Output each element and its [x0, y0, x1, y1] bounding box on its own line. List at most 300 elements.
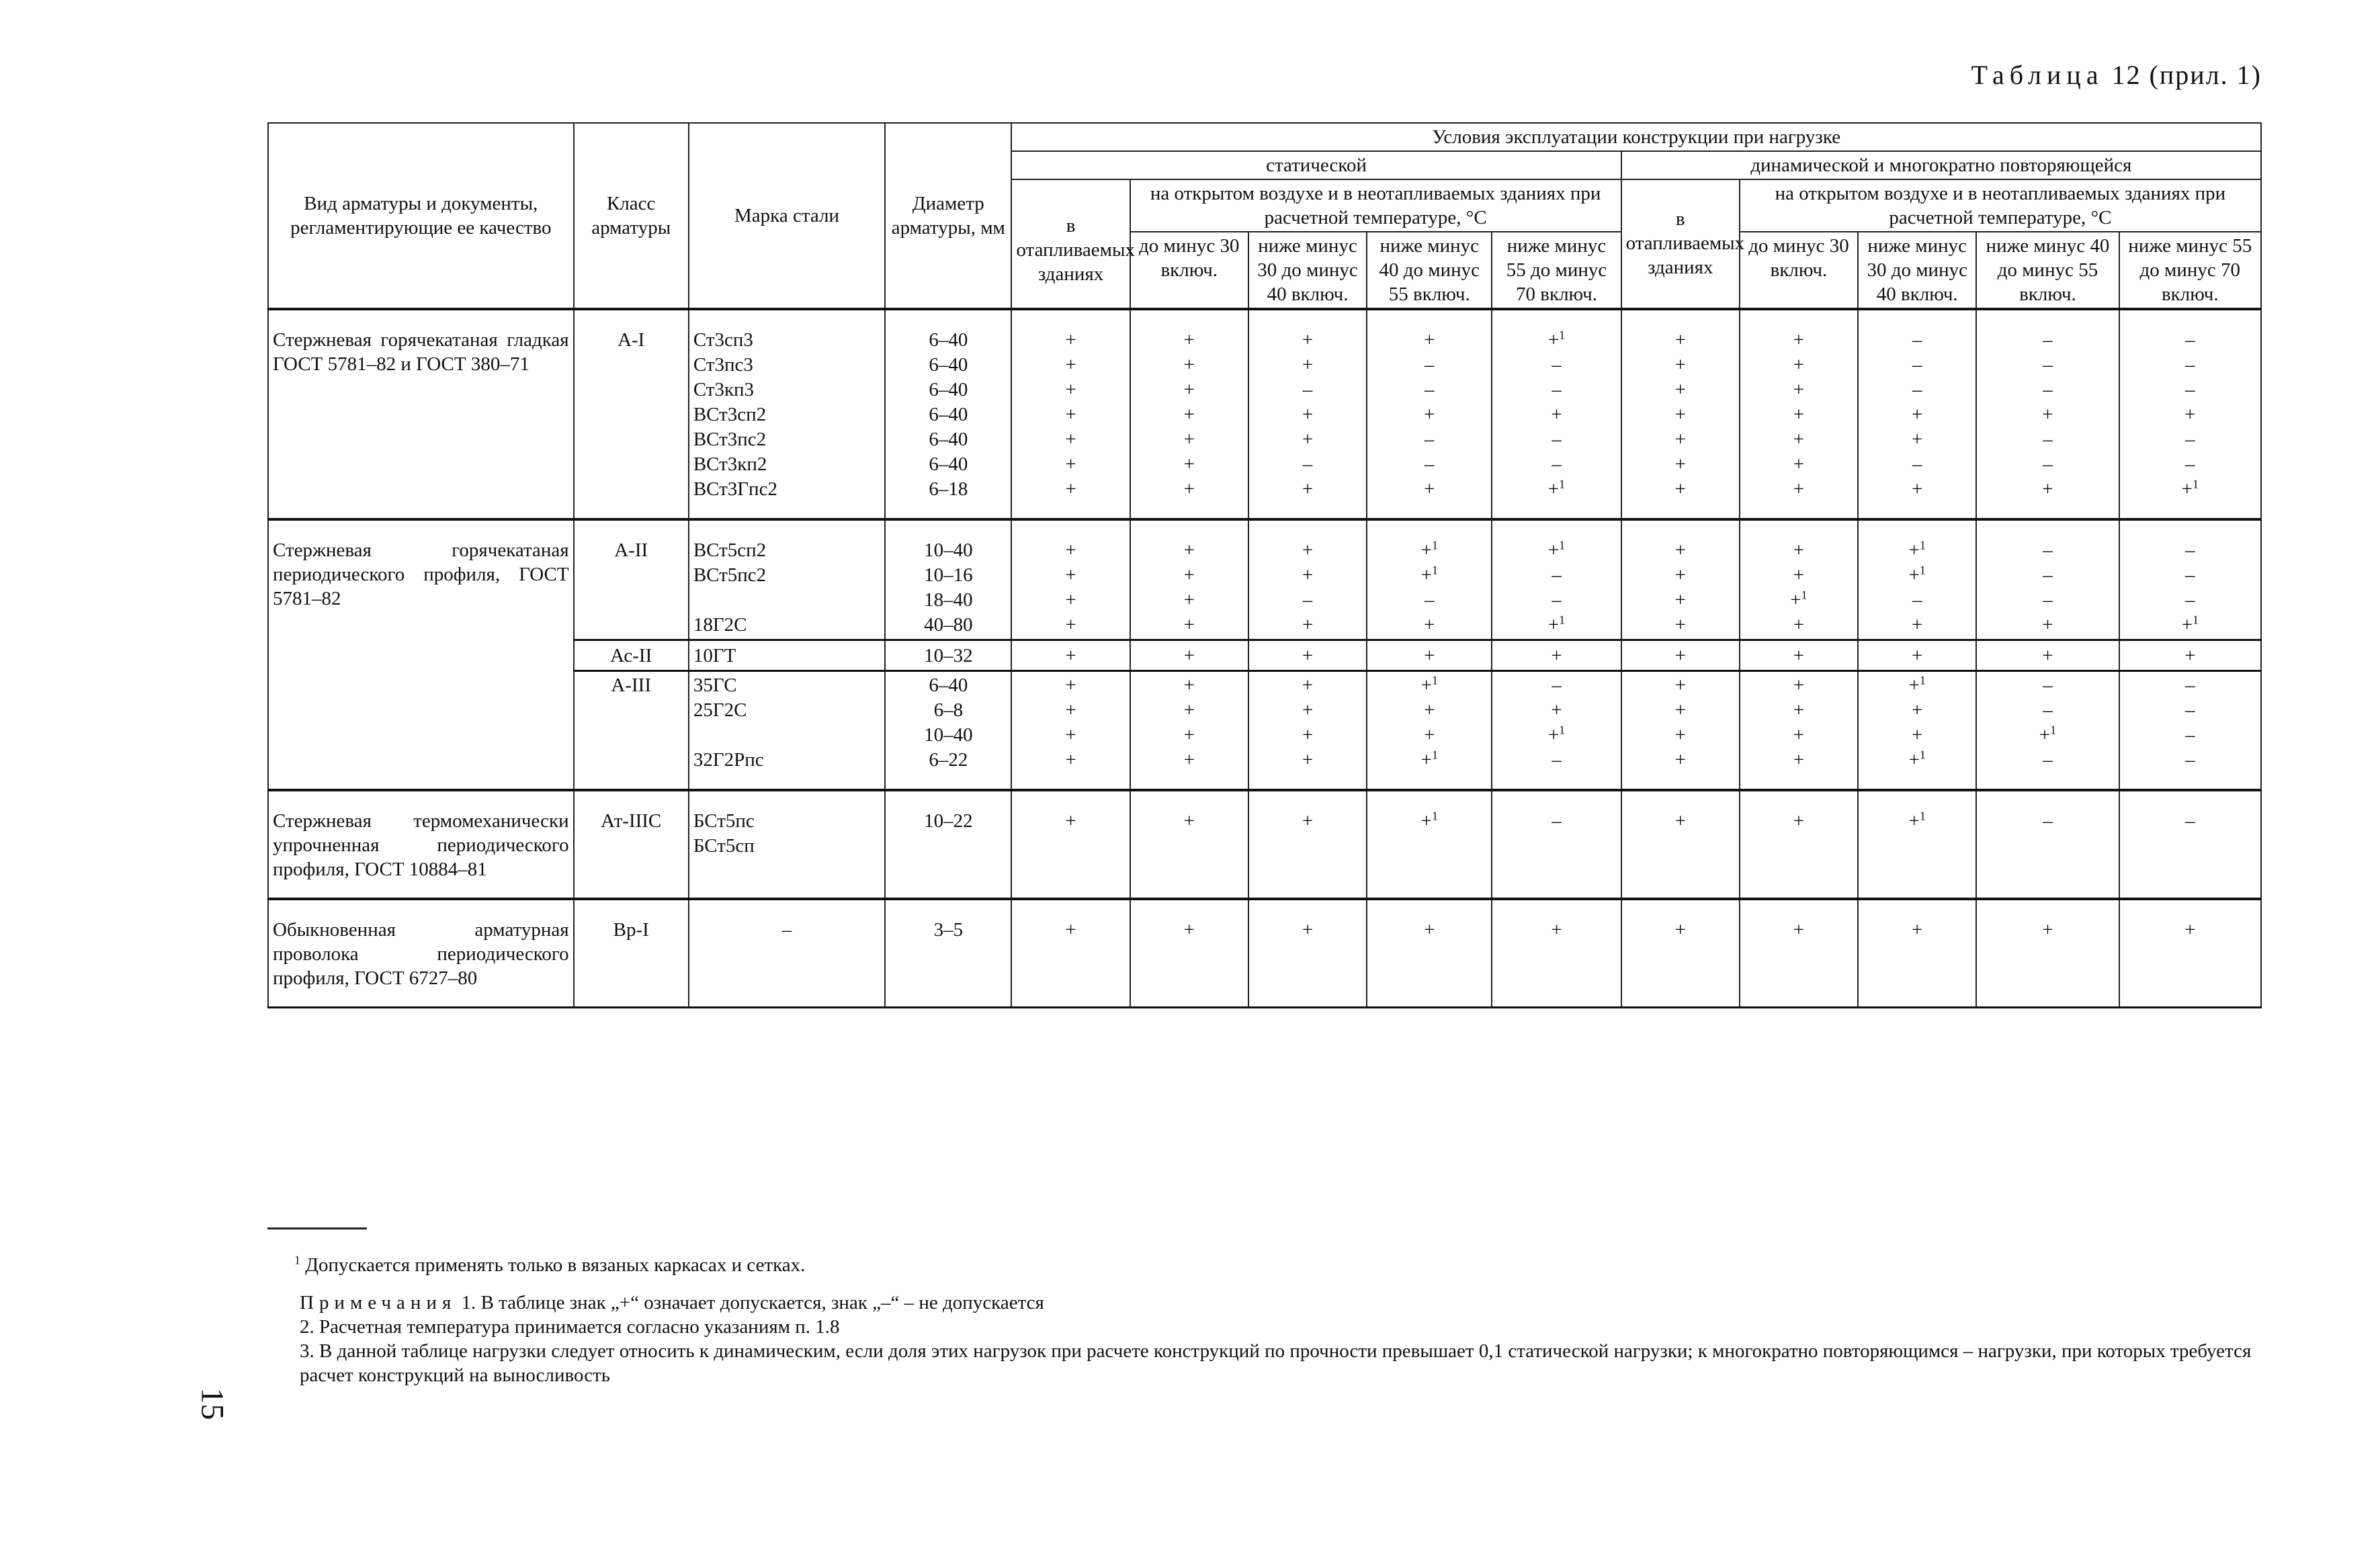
cell-value	[890, 748, 1007, 773]
cell-text: 6–18	[929, 478, 968, 500]
header-dynamic-t2: ниже минус 30 до минус 40 включ.	[1858, 232, 1976, 309]
cell-text: –	[2185, 699, 2195, 721]
cell-text: –	[781, 919, 792, 941]
cell-text: +	[1793, 429, 1805, 450]
cell-value	[1253, 427, 1362, 452]
cell-value	[1981, 809, 2114, 834]
group-a1	[268, 309, 2261, 519]
header-static: статической	[1011, 151, 1621, 179]
cell-value	[890, 427, 1007, 452]
steel-list	[689, 671, 885, 791]
cell-text: +	[1674, 614, 1686, 636]
cell-text: –	[2043, 354, 2053, 376]
cell-text: +	[1793, 404, 1805, 425]
cell-text: +	[1302, 404, 1314, 425]
cell-value	[1496, 378, 1616, 402]
cell-text: +	[1424, 614, 1435, 636]
cell-value	[1016, 698, 1125, 723]
cell-text: +	[2184, 919, 2196, 941]
cell-value	[1981, 918, 2114, 943]
cell-text: +	[1302, 564, 1314, 586]
cell-value	[1016, 452, 1125, 477]
cell-text: –	[1912, 453, 1922, 475]
cell-value	[1626, 918, 1735, 943]
cell-text: +	[1793, 478, 1805, 500]
cell-text: +	[1547, 329, 1560, 351]
cell-value	[1981, 477, 2114, 502]
cell-value	[2124, 918, 2256, 943]
cell-text: –	[1552, 453, 1562, 475]
cell-value	[2124, 353, 2256, 378]
cell-value	[890, 809, 1007, 834]
cell-text: +	[1674, 404, 1686, 425]
cell-value	[1253, 452, 1362, 477]
cell-text: +	[1183, 478, 1195, 500]
cell-value	[2124, 402, 2256, 427]
cell-value	[890, 328, 1007, 353]
cell-value	[1135, 452, 1244, 477]
cell-value	[1626, 378, 1735, 402]
cell-text: –	[2185, 379, 2195, 400]
cell-value	[1253, 613, 1362, 638]
cell-text: +	[1912, 919, 1923, 941]
mark-list	[1621, 899, 1740, 1008]
cell-value	[2124, 748, 2256, 773]
class-cell: А-I	[574, 309, 689, 519]
cell-text: +	[1547, 614, 1560, 636]
cell-value	[1016, 673, 1125, 698]
cell-value	[693, 673, 880, 698]
cell-value	[1016, 378, 1125, 402]
cell-text: 6–40	[929, 675, 968, 696]
cell-text: +	[1793, 675, 1805, 696]
cell-value	[1496, 809, 1616, 834]
cell-text: +	[1420, 564, 1432, 586]
mark-list	[1011, 671, 1130, 791]
cell-text: +	[1793, 379, 1805, 400]
table-row	[268, 899, 2261, 1008]
cell-text: +	[1912, 429, 1923, 450]
cell-text: +	[1065, 749, 1076, 771]
cell-value	[1253, 353, 1362, 378]
footnote-marker: 1	[1431, 563, 1438, 577]
cell-value	[1135, 613, 1244, 638]
cell-text: +	[1424, 329, 1435, 351]
cell-value	[1135, 353, 1244, 378]
cell-value	[890, 698, 1007, 723]
cell-text: –	[1425, 453, 1435, 475]
cell-text: –	[2185, 329, 2195, 351]
header-static-t4: ниже минус 55 до минус 70 включ.	[1492, 232, 1621, 309]
cell-text: +	[1674, 749, 1686, 771]
mark-list	[1976, 519, 2119, 640]
cell-value	[693, 613, 880, 638]
cell-text: 10–40	[924, 539, 973, 561]
cell-text: +	[1547, 478, 1560, 500]
cell-value	[1744, 477, 1853, 502]
cell-text: +	[1793, 614, 1805, 636]
cell-text: +	[1908, 675, 1920, 696]
cell-text: +	[1674, 539, 1686, 561]
cell-value	[1863, 918, 1971, 943]
cell-text: +	[1183, 329, 1195, 351]
cell-text: +	[1183, 724, 1195, 746]
mark-list	[1858, 309, 1976, 519]
note-2: 2. Расчетная температура принимается согласно указаниям п. 1.8	[300, 1316, 840, 1338]
footnote-marker: 1	[294, 1253, 300, 1267]
cell-text: +	[1424, 919, 1435, 941]
cell-value	[1135, 673, 1244, 698]
cell-text: +	[1547, 724, 1560, 746]
mark-list	[1621, 790, 1740, 899]
cell-text: 18–40	[924, 589, 973, 611]
cell-value	[1253, 748, 1362, 773]
cell-text: –	[2043, 329, 2053, 351]
cell-text: –	[2043, 810, 2053, 832]
cell-value	[1496, 328, 1616, 353]
cell-value	[890, 353, 1007, 378]
cell-text: –	[1552, 354, 1562, 376]
cell-text: –	[1552, 564, 1562, 586]
cell-text: +	[2181, 478, 2193, 500]
mark-list	[1492, 899, 1621, 1008]
cell-text: +	[1065, 724, 1076, 746]
table-caption-word: Таблица	[1971, 60, 2104, 90]
mark-list	[1976, 309, 2119, 519]
cell-text: +	[1065, 379, 1076, 400]
cell-text: +	[1302, 429, 1314, 450]
cell-text: –	[1552, 379, 1562, 400]
cell-text: ВСт3сп2	[693, 404, 767, 425]
cell-value	[1626, 328, 1735, 353]
cell-text: +	[2042, 919, 2053, 941]
mark-list	[1130, 640, 1248, 671]
cell-text: +	[1420, 810, 1432, 832]
cell-text: –	[1302, 379, 1313, 400]
cell-value	[1371, 723, 1487, 748]
cell-value	[1135, 328, 1244, 353]
mark-list	[1858, 790, 1976, 899]
cell-text: –	[1912, 329, 1922, 351]
cell-value	[1253, 723, 1362, 748]
cell-value	[1744, 588, 1853, 613]
cell-text: +	[1183, 404, 1195, 425]
footnote-marker: 1	[1919, 673, 1926, 687]
mark-list	[1492, 640, 1621, 671]
cell-text: 6–40	[929, 404, 968, 425]
cell-text: 6–40	[929, 379, 968, 400]
cell-text: 6–40	[929, 329, 968, 351]
footnote-marker: 1	[1801, 588, 1808, 602]
cell-text: +	[1793, 724, 1805, 746]
cell-value	[1981, 613, 2114, 638]
cell-value	[2124, 723, 2256, 748]
mark-list	[1248, 309, 1367, 519]
mark-list	[1621, 640, 1740, 671]
cell-value	[693, 809, 880, 834]
class-cell: Ас-II	[574, 640, 689, 671]
cell-text: +	[1183, 699, 1195, 721]
cell-value	[1496, 673, 1616, 698]
cell-text: –	[2185, 810, 2195, 832]
cell-value	[1016, 427, 1125, 452]
cell-value	[1496, 563, 1616, 588]
cell-value	[2124, 538, 2256, 563]
header-dynamic-t1: до минус 30 включ.	[1740, 232, 1858, 309]
cell-value	[693, 452, 880, 477]
mark-list	[1976, 671, 2119, 791]
cell-text: +	[1065, 645, 1076, 666]
footnote-marker: 1	[2050, 723, 2057, 737]
cell-text: –	[1912, 589, 1922, 611]
cell-value	[693, 563, 880, 588]
cell-value	[693, 477, 880, 502]
cell-value	[1016, 477, 1125, 502]
cell-text: Ст3пс3	[693, 354, 753, 376]
mark-list	[1367, 640, 1492, 671]
cell-value	[1863, 673, 1971, 698]
cell-value	[1135, 563, 1244, 588]
cell-value	[1744, 613, 1853, 638]
cell-text: +	[1674, 919, 1686, 941]
cell-value	[1371, 613, 1487, 638]
cell-value	[1496, 748, 1616, 773]
cell-text: +	[1793, 699, 1805, 721]
cell-text: +	[1674, 810, 1686, 832]
header-class: Класс арматуры	[574, 123, 689, 309]
cell-value	[693, 328, 880, 353]
header-dynamic: динамической и многократно повторяющейся	[1621, 151, 2261, 179]
cell-value	[693, 427, 880, 452]
footnote-marker: 1	[1559, 328, 1566, 342]
cell-value	[890, 563, 1007, 588]
cell-text: +	[1302, 645, 1314, 666]
class-cell: Вр-I	[574, 899, 689, 1008]
cell-value	[1135, 918, 1244, 943]
table-row	[268, 309, 2261, 519]
cell-value	[1135, 378, 1244, 402]
header-static-heated: в отапливаемых зданиях	[1011, 179, 1130, 309]
mark-list	[2119, 790, 2261, 899]
mark-list	[1740, 671, 1858, 791]
cell-value	[1981, 353, 2114, 378]
cell-text: +	[2042, 614, 2053, 636]
cell-value	[1744, 748, 1853, 773]
cell-value	[1744, 538, 1853, 563]
cell-value	[693, 723, 880, 748]
cell-text: +	[1302, 614, 1314, 636]
cell-value	[1626, 477, 1735, 502]
cell-value	[1626, 613, 1735, 638]
mark-list	[1367, 309, 1492, 519]
cell-text: Ст3сп3	[693, 329, 753, 351]
cell-value	[1253, 563, 1362, 588]
group-description: Обыкновенная арматурная проволока периодического профиля, ГОСТ 6727–80	[268, 899, 574, 1008]
cell-value	[693, 918, 880, 943]
diameter-list	[885, 519, 1011, 640]
cell-text: –	[2185, 429, 2195, 450]
cell-text: +	[1183, 379, 1195, 400]
cell-text: +	[1424, 404, 1435, 425]
cell-value	[1253, 378, 1362, 402]
cell-value	[2124, 673, 2256, 698]
cell-value	[1496, 613, 1616, 638]
cell-text: +	[1183, 614, 1195, 636]
cell-value	[2124, 698, 2256, 723]
cell-value	[1863, 402, 1971, 427]
cell-text: +	[1302, 675, 1314, 696]
cell-value	[1744, 378, 1853, 402]
cell-text: +	[1912, 645, 1923, 666]
cell-value	[1981, 698, 2114, 723]
cell-value	[1135, 538, 1244, 563]
cell-value	[1626, 723, 1735, 748]
cell-value	[1371, 748, 1487, 773]
cell-text: 6–40	[929, 453, 968, 475]
cell-value	[1371, 588, 1487, 613]
cell-value	[1744, 452, 1853, 477]
mark-list	[1492, 671, 1621, 791]
cell-value	[1744, 563, 1853, 588]
cell-text: +	[1908, 749, 1920, 771]
cell-value	[1371, 427, 1487, 452]
cell-text: +	[1674, 724, 1686, 746]
cell-text: +	[2042, 645, 2053, 666]
cell-text: ВСт5пс2	[693, 564, 767, 586]
cell-value	[1371, 477, 1487, 502]
footnote-marker: 1	[1431, 809, 1438, 823]
mark-list	[1248, 790, 1367, 899]
cell-value	[1981, 588, 2114, 613]
cell-value	[1496, 723, 1616, 748]
cell-value	[1496, 588, 1616, 613]
cell-value	[1863, 328, 1971, 353]
cell-text: +	[1912, 404, 1923, 425]
cell-text: +	[1183, 564, 1195, 586]
cell-text: +	[2184, 645, 2196, 666]
mark-list	[1248, 671, 1367, 791]
cell-value	[1253, 538, 1362, 563]
footnote-marker: 1	[2192, 477, 2199, 491]
cell-value	[1016, 353, 1125, 378]
footnote-marker: 1	[1559, 538, 1566, 552]
mark-list	[1367, 790, 1492, 899]
cell-value	[2124, 452, 2256, 477]
cell-text: ВСт3Гпс2	[693, 478, 777, 500]
cell-text: –	[1912, 379, 1922, 400]
cell-text: +	[2181, 614, 2193, 636]
cell-text: 35ГС	[693, 675, 737, 696]
cell-value	[890, 538, 1007, 563]
cell-value	[1744, 328, 1853, 353]
cell-value	[1863, 538, 1971, 563]
cell-text: +	[1302, 810, 1314, 832]
group-description: Стержневая термомеханически упрочненная периодического профиля, ГОСТ 10884–81	[268, 790, 574, 899]
cell-text: –	[1552, 589, 1562, 611]
cell-text: +	[1551, 645, 1562, 666]
cell-text: 32Г2Рпс	[693, 749, 764, 771]
cell-text: –	[1425, 354, 1435, 376]
group-description: Стержневая горячекатаная гладкая ГОСТ 5781–82 и ГОСТ 380–71	[268, 309, 574, 519]
cell-text: +	[1302, 724, 1314, 746]
group-at3c	[268, 790, 2261, 899]
table-row	[268, 790, 2261, 899]
cell-value	[1371, 644, 1487, 668]
cell-value	[1496, 477, 1616, 502]
cell-value	[890, 452, 1007, 477]
cell-text: –	[2185, 564, 2195, 586]
cell-text: +	[1551, 919, 1562, 941]
cell-value	[1253, 644, 1362, 668]
cell-value	[1863, 723, 1971, 748]
cell-value	[1016, 563, 1125, 588]
cell-text: +	[1183, 919, 1195, 941]
cell-value	[1744, 673, 1853, 698]
cell-text: +	[1183, 675, 1195, 696]
cell-text: +	[1793, 453, 1805, 475]
cell-value	[1135, 588, 1244, 613]
cell-value	[1626, 673, 1735, 698]
mark-list	[1130, 790, 1248, 899]
cell-text: +	[1065, 354, 1076, 376]
cell-value	[1863, 378, 1971, 402]
cell-value	[890, 644, 1007, 668]
cell-value	[1744, 402, 1853, 427]
cell-value	[1744, 353, 1853, 378]
cell-text: +	[1065, 589, 1076, 611]
cell-text: –	[2043, 589, 2053, 611]
cell-value	[1626, 644, 1735, 668]
footnote-marker: 1	[2192, 613, 2199, 627]
cell-value	[890, 613, 1007, 638]
cell-value	[1253, 402, 1362, 427]
group-a2	[268, 519, 2261, 790]
cell-text: +	[1793, 539, 1805, 561]
cell-value	[890, 918, 1007, 943]
cell-value	[1135, 723, 1244, 748]
cell-text: –	[2185, 453, 2195, 475]
mark-list	[1976, 640, 2119, 671]
cell-value	[1496, 353, 1616, 378]
cell-text: +	[1420, 675, 1432, 696]
cell-text: +	[1302, 329, 1314, 351]
cell-text: 3–5	[933, 919, 964, 941]
cell-value	[1253, 698, 1362, 723]
mark-list	[1858, 671, 1976, 791]
cell-text: +	[1912, 614, 1923, 636]
cell-value	[693, 402, 880, 427]
cell-text: 6–8	[933, 699, 964, 721]
mark-list	[1858, 899, 1976, 1008]
cell-text: +	[2042, 478, 2053, 500]
cell-value	[2124, 378, 2256, 402]
cell-text: +	[1674, 354, 1686, 376]
cell-text: +	[2184, 404, 2196, 425]
cell-text: +	[1674, 699, 1686, 721]
cell-text: +	[1183, 589, 1195, 611]
cell-text: 25Г2С	[693, 699, 747, 721]
cell-value	[1981, 748, 2114, 773]
footnote-marker: 1	[1559, 723, 1566, 737]
cell-text: +	[1420, 539, 1432, 561]
cell-text: +	[1551, 699, 1562, 721]
cell-value	[2124, 613, 2256, 638]
cell-text: –	[1552, 749, 1562, 771]
cell-value	[1626, 588, 1735, 613]
cell-text: +	[1302, 478, 1314, 500]
cell-value	[693, 378, 880, 402]
cell-text: +	[1912, 724, 1923, 746]
